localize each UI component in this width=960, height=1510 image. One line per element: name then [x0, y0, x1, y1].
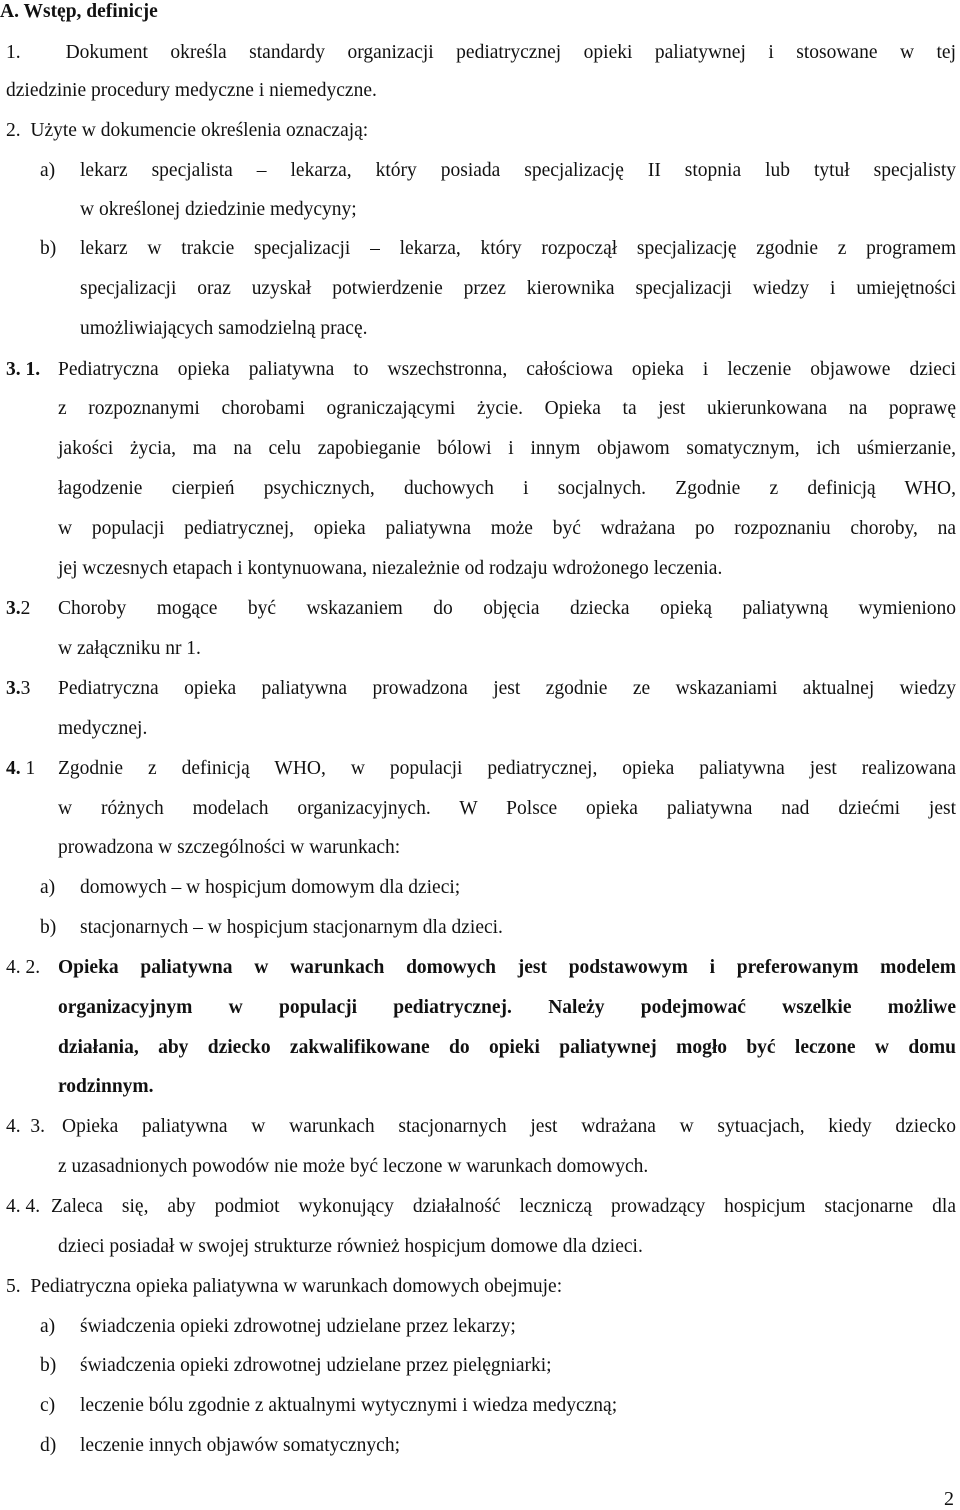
- paragraph-3-2-line-2: w załączniku nr 1.: [58, 638, 201, 659]
- page-number: 2: [944, 1488, 954, 1510]
- section-number-minor: 2: [20, 598, 31, 619]
- section-number-3-3: [6, 677, 30, 701]
- paragraph-1-line-2: dziedzinie procedury medyczne i niemedyczne.: [6, 80, 377, 101]
- paragraph-3-3-line-2: medycznej.: [58, 718, 148, 739]
- section-number-3-1: 3. 1.: [6, 359, 41, 380]
- section-number-4-3: 4. 3.: [6, 1116, 45, 1137]
- service-nurses: świadczenia opieki zdrowotnej udzielane przez pielęgniarki;: [80, 1355, 552, 1376]
- paragraph-4-1-line-3: prowadzona w szczególności w warunkach:: [58, 837, 401, 858]
- paragraph-4-2-line-2: organizacyjnym w populacji pediatrycznej. Należy podejmować wszelkie możliwe: [58, 997, 956, 1018]
- service-pain-treatment: leczenie bólu zgodnie z aktualnymi wytycznymi i wiedza medyczną;: [80, 1395, 618, 1416]
- definition-b-line-1: lekarz w trakcie specjalizacji – lekarza, który rozpoczął specjalizację zgodnie z programem: [80, 238, 956, 259]
- paragraph-5-intro: 5. Pediatryczna opieka paliatywna w warunkach domowych obejmuje:: [6, 1276, 563, 1297]
- paragraph-3-1-line-4: łagodzenie cierpień psychicznych, duchowych i socjalnych. Zgodnie z definicją WHO,: [58, 478, 956, 499]
- paragraph-4-1-line-1: Zgodnie z definicją WHO, w populacji pediatrycznej, opieka paliatywna jest realizowana: [58, 758, 956, 779]
- paragraph-3-1-line-5: w populacji pediatrycznej, opieka paliatywna może być wdrażana po rozpoznaniu choroby, na: [58, 518, 956, 539]
- section-number-major: 4.: [6, 758, 21, 779]
- list-marker-a: a): [40, 160, 56, 181]
- paragraph-4-4-line-2: dzieci posiadał w swojej strukturze również hospicjum domowe dla dzieci.: [58, 1236, 643, 1257]
- section-heading: A. Wstęp, definicje: [0, 1, 158, 22]
- list-marker-c: c): [40, 1395, 56, 1416]
- setting-home: domowych – w hospicjum domowym dla dzieci;: [80, 877, 461, 898]
- definition-b-line-3: umożliwiających samodzielną pracę.: [80, 318, 368, 339]
- section-number-minor: 3: [20, 678, 31, 699]
- paragraph-3-3-line-1: Pediatryczna opieka paliatywna prowadzona jest zgodnie ze wskazaniami aktualnej wiedzy: [58, 678, 956, 699]
- section-number-4-1: [6, 757, 35, 781]
- list-marker-b: b): [40, 917, 57, 938]
- paragraph-4-3-line-2: z uzasadnionych powodów nie może być leczone w warunkach domowych.: [58, 1156, 649, 1177]
- paragraph-4-3-line-1: Opieka paliatywna w warunkach stacjonarnych jest wdrażana w sytuacjach, kiedy dziecko: [62, 1116, 956, 1137]
- list-marker-b: b): [40, 238, 57, 259]
- list-marker-a: a): [40, 877, 56, 898]
- paragraph-2-intro: 2. Użyte w dokumencie określenia oznaczają:: [6, 120, 369, 141]
- service-doctors: świadczenia opieki zdrowotnej udzielane przez lekarzy;: [80, 1316, 516, 1337]
- section-number-major: 3.: [6, 598, 21, 619]
- section-number-4-4: 4. 4.: [6, 1196, 41, 1217]
- section-number-minor: 1: [25, 758, 36, 779]
- paragraph-1-line-1: 1. Dokument określa standardy organizacji pediatrycznej opieki paliatywnej i stosowane w tej: [6, 42, 956, 63]
- setting-inpatient: stacjonarnych – w hospicjum stacjonarnym dla dzieci.: [80, 917, 503, 938]
- paragraph-4-2-line-3: działania, aby dziecko zakwalifikowane do opieki paliatywnej mogło być leczone w domu: [58, 1037, 956, 1058]
- paragraph-3-1-line-1: Pediatryczna opieka paliatywna to wszechstronna, całościowa opieka i leczenie objawowe dzieci: [58, 359, 956, 380]
- service-other-symptoms: leczenie innych objawów somatycznych;: [80, 1435, 401, 1456]
- paragraph-4-2-line-4: rodzinnym.: [58, 1076, 154, 1097]
- paragraph-4-1-line-2: w różnych modelach organizacyjnych. W Polsce opieka paliatywna nad dziećmi jest: [58, 798, 956, 819]
- paragraph-4-2-line-1: Opieka paliatywna w warunkach domowych jest podstawowym i preferowanym modelem: [58, 957, 956, 978]
- section-number-4-2: 4. 2.: [6, 957, 41, 978]
- list-marker-b: b): [40, 1355, 57, 1376]
- list-marker-d: d): [40, 1435, 57, 1456]
- paragraph-3-1-line-2: z rozpoznanymi chorobami ograniczającymi życie. Opieka ta jest ukierunkowana na poprawę: [58, 398, 956, 419]
- paragraph-3-2-line-1: Choroby mogące być wskazaniem do objęcia dziecka opieką paliatywną wymieniono: [58, 598, 956, 619]
- definition-a-line-2: w określonej dziedzinie medycyny;: [80, 199, 357, 220]
- section-number-3-2: [6, 597, 30, 621]
- list-marker-a: a): [40, 1316, 56, 1337]
- paragraph-3-1-line-6: jej wczesnych etapach i kontynuowana, niezależnie od rodzaju wdrożonego leczenia.: [58, 558, 723, 579]
- paragraph-4-4-line-1: Zaleca się, aby podmiot wykonujący działalność leczniczą prowadzący hospicjum stacjonarne dla: [51, 1196, 956, 1217]
- definition-a-line-1: lekarz specjalista – lekarza, który posiada specjalizację II stopnia lub tytuł specjalisty: [80, 160, 956, 181]
- paragraph-3-1-line-3: jakości życia, ma na celu zapobieganie bólowi i innym objawom somatycznym, ich uśmierzanie,: [58, 438, 956, 459]
- section-number-major: 3.: [6, 678, 21, 699]
- definition-b-line-2: specjalizacji oraz uzyskał potwierdzenie przez kierownika specjalizacji wiedzy i umiejętności: [80, 278, 956, 299]
